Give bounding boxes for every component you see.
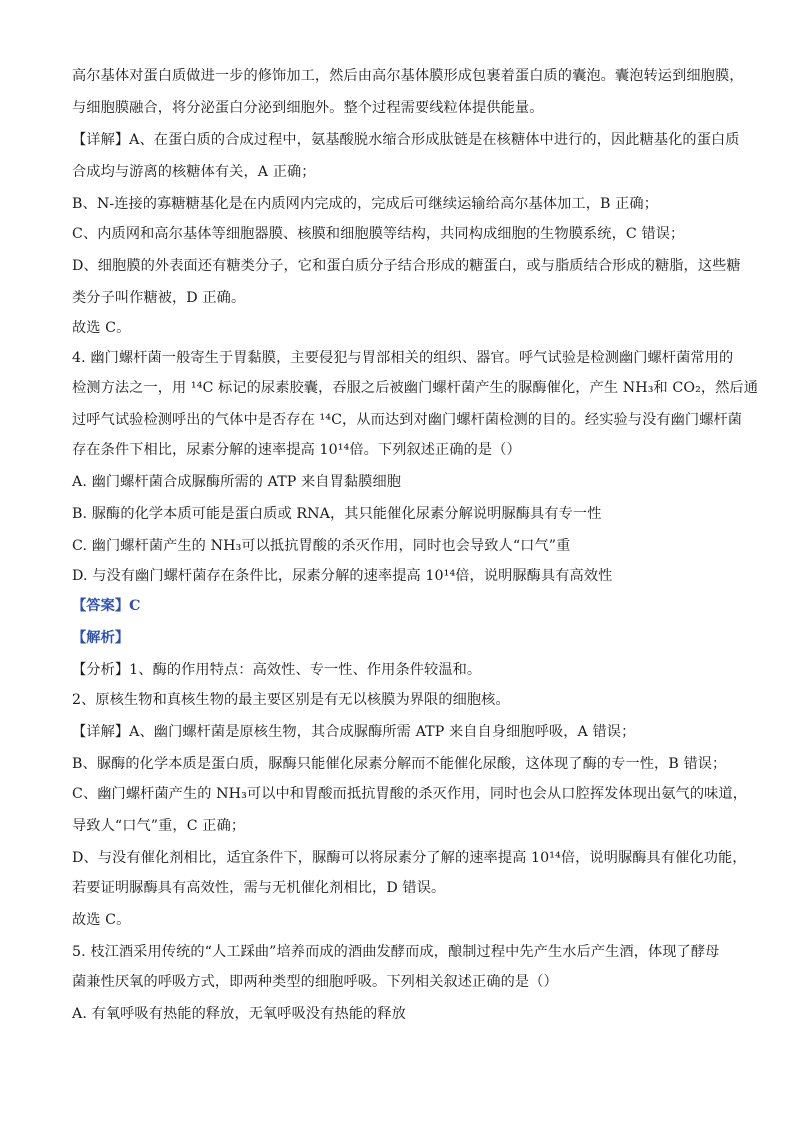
analysis-label: 【解析】 [72, 630, 130, 646]
text-line: 【详解】A、幽门螺杆菌是原核生物，其合成脲酶所需 ATP 来自自身细胞呼吸，A 错误； [72, 724, 636, 740]
text-line: 高尔基体对蛋白质做进一步的修饰加工，然后由高尔基体膜形成包裹着蛋白质的囊泡。囊泡转运到细胞膜， [72, 68, 744, 84]
text-line: 存在条件下相比，尿素分解的速率提高 10¹⁴倍。下列叙述正确的是（） [72, 442, 521, 458]
text-line: 与细胞膜融合，将分泌蛋白分泌到细胞外。整个过程需要线粒体提供能量。 [72, 100, 544, 116]
text-line: C、幽门螺杆菌产生的 NH₃可以中和胃酸而抵抗胃酸的杀灭作用，同时也会从口腔挥发体现出氨气的味道， [72, 786, 747, 802]
text-line: C、内质网和高尔基体等细胞器膜、核膜和细胞膜等结构，共同构成细胞的生物膜系统，C 错误； [72, 226, 685, 242]
option-d: D. 与没有幽门螺杆菌存在条件比，尿素分解的速率提高 10¹⁴倍，说明脲酶具有高效性 [72, 568, 613, 584]
text-line: 菌兼性厌氧的呼吸方式，即两种类型的细胞呼吸。下列相关叙述正确的是（） [72, 974, 558, 990]
text-line: 合成均与游离的核糖体有关，A 正确； [72, 164, 316, 180]
text-line: 若要证明脲酶具有高效性，需与无机催化剂相比，D 错误。 [72, 880, 446, 896]
text-line: 2、原核生物和真核生物的最主要区别是有无以核膜为界限的细胞核。 [72, 692, 510, 708]
text-line: 故选 C。 [72, 912, 131, 928]
option-c: C. 幽门螺杆菌产生的 NH₃可以抵抗胃酸的杀灭作用，同时也会导致人“口气”重 [72, 538, 571, 554]
text-line: B、脲酶的化学本质是蛋白质，脲酶只能催化尿素分解而不能催化尿酸，这体现了酶的专一性，B 错误； [72, 756, 727, 772]
text-line: B、N-连接的寡糖糖基化是在内质网内完成的，完成后可继续运输给高尔基体加工，B 正确； [72, 196, 658, 212]
text-line: 【详解】A、在蛋白质的合成过程中，氨基酸脱水缩合形成肽链是在核糖体中进行的，因此糖基化的蛋白质 [72, 132, 740, 148]
text-line: 故选 C。 [72, 320, 131, 336]
question-4-stem: 4. 幽门螺杆菌一般寄生于胃黏膜，主要侵犯与胃部相关的组织、器官。呼气试验是检测幽门螺杆菌常用的 [72, 350, 734, 366]
text-line: 检测方法之一，用 ¹⁴C 标记的尿素胶囊，吞服之后被幽门螺杆菌产生的脲酶催化，产生 NH₃和 CO₂，然后通 [72, 380, 759, 396]
text-line: D、与没有催化剂相比，适宜条件下，脲酶可以将尿素分了解的速率提高 10¹⁴倍，说明脲酶具有催化功能， [72, 850, 747, 866]
question-5-stem: 5. 枝江酒采用传统的“人工踩曲”培养而成的酒曲发酵而成，酿制过程中先产生水后产生酒，体现了酵母 [72, 944, 720, 960]
text-line: 导致人“口气”重，C 正确； [72, 818, 246, 834]
text-line: 【分析】1、酶的作用特点：高效性、专一性、作用条件较温和。 [72, 662, 482, 678]
option-b: B. 脲酶的化学本质可能是蛋白质或 RNA，其只能催化尿素分解说明脲酶具有专一性 [72, 506, 602, 522]
text-line: 类分子叫作糖被，D 正确。 [72, 290, 246, 306]
text-line: D、细胞膜的外表面还有糖类分子，它和蛋白质分子结合形成的糖蛋白，或与脂质结合形成的糖脂，这些糖 [72, 258, 741, 274]
answer-label: 【答案】C [72, 598, 141, 614]
option-a: A. 幽门螺杆菌合成脲酶所需的 ATP 来自胃黏膜细胞 [72, 474, 402, 490]
option-a: A. 有氧呼吸有热能的释放，无氧呼吸没有热能的释放 [72, 1006, 406, 1022]
text-line: 过呼气试验检测呼出的气体中是否存在 ¹⁴C，从而达到对幽门螺杆菌检测的目的。经实验与没有幽门螺杆菌 [72, 412, 743, 428]
